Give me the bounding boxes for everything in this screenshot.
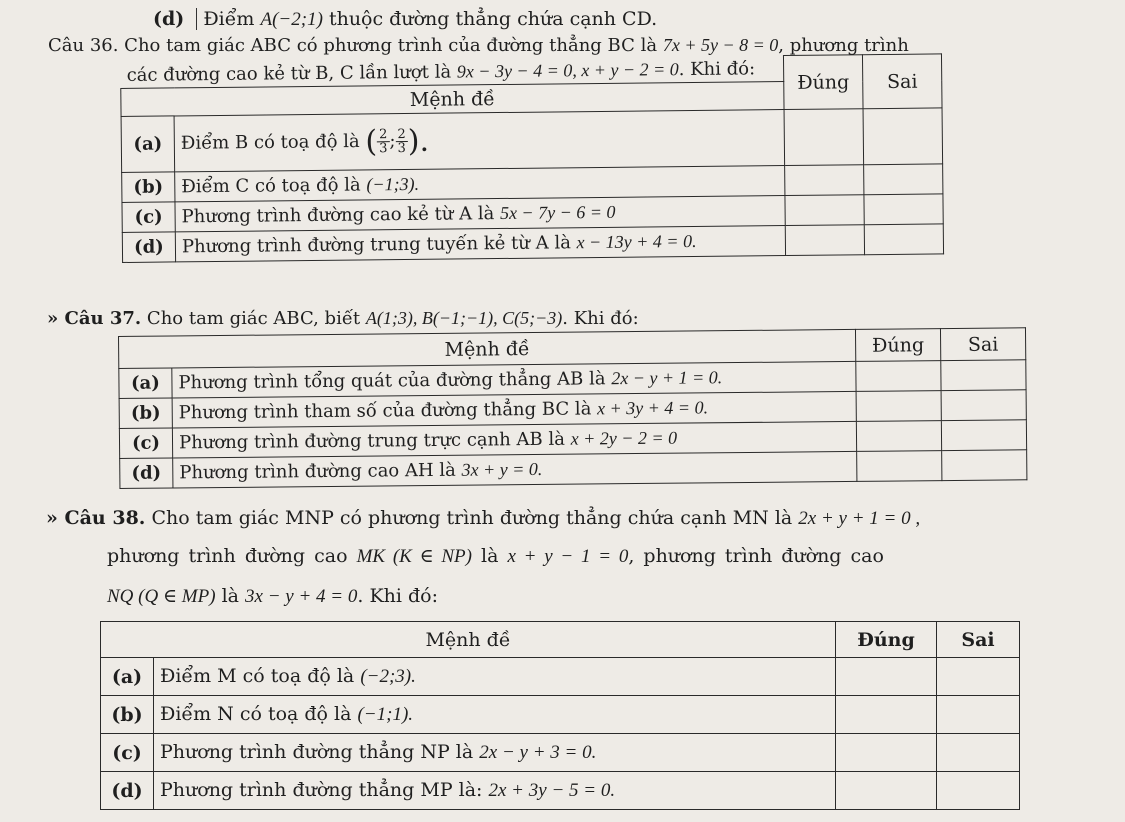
point-math: A(−2;1) [260, 9, 323, 30]
fraction [377, 128, 390, 155]
row-math: (−1;3). [366, 173, 420, 195]
row-text: Điểm N có toạ độ là [160, 703, 352, 725]
row-statement [175, 226, 785, 262]
checkbox-true[interactable] [856, 391, 941, 422]
row-math: 2x − y + 3 = 0. [479, 742, 597, 763]
row-math: x + 2y − 2 = 0 [570, 427, 678, 449]
row-label: (d) [120, 458, 173, 489]
row-label: (c) [122, 202, 175, 233]
checkbox-false[interactable] [941, 420, 1026, 451]
separator: ; [389, 130, 396, 152]
q38-line1 [46, 507, 920, 530]
q36-intro-tail: , phương trình [778, 35, 909, 56]
row-math: 3x + y = 0. [461, 458, 543, 480]
q36-header-false: Sai [862, 54, 942, 109]
prev-question-item-d [153, 8, 657, 31]
q37-title: » Câu 37. [47, 308, 142, 329]
q38-text-2c: , phương trình đường cao [628, 545, 884, 567]
checkbox-false[interactable] [941, 360, 1026, 391]
checkbox-false[interactable] [863, 108, 943, 165]
q38-row-b [101, 696, 1020, 734]
q38-row-c [101, 734, 1020, 772]
q38-text-2: phương trình đường cao [107, 545, 348, 567]
q36-row-a [121, 108, 943, 173]
q38-text-1: Cho tam giác MNP có phương trình đường thẳng chứa cạnh MN là [151, 507, 793, 529]
fraction-denominator: 3 [397, 141, 406, 157]
row-text: Điểm B có toạ độ là [180, 130, 360, 154]
row-text: Phương trình đường thẳng MP là: [160, 779, 483, 801]
q36-header-true: Đúng [783, 55, 863, 110]
row-text: Phương trình đường cao kẻ từ A là [181, 203, 495, 228]
row-math: x − 13y + 4 = 0. [576, 230, 697, 253]
q37-intro: Cho tam giác ABC, biết [146, 308, 361, 329]
checkbox-true[interactable] [856, 361, 941, 392]
q38-row-d [101, 772, 1020, 810]
fraction-numerator: 2 [397, 127, 406, 143]
row-label: (d) [122, 232, 175, 263]
q37-title-line [47, 308, 639, 329]
row-math: (−2;3). [360, 666, 416, 687]
q37-tail: . Khi đó: [562, 308, 639, 329]
q38-text-3b: . Khi đó: [357, 585, 439, 607]
q38-title: » Câu 38. [46, 507, 146, 529]
q38-nq: NQ (Q ∈ MP) [107, 586, 216, 607]
row-math: 5x − 7y − 6 = 0 [499, 201, 616, 224]
row-text: Điểm C có toạ độ là [181, 174, 361, 198]
row-text: Phương trình đường trung trực cạnh AB là [178, 428, 566, 454]
checkbox-false[interactable] [864, 164, 943, 195]
checkbox-false[interactable] [937, 696, 1020, 734]
q36-tail: . Khi đó: [678, 58, 756, 80]
row-statement [173, 451, 857, 488]
q38-text-2b: là [481, 545, 499, 567]
row-text: Phương trình đường trung tuyến kẻ từ A là [181, 232, 571, 258]
q38-header-false: Sai [937, 622, 1020, 658]
row-statement [174, 110, 785, 172]
row-text: Phương trình đường thẳng NP là [160, 741, 474, 763]
row-math: x + 3y + 4 = 0. [597, 397, 709, 419]
q37-points: A(1;3), B(−1;−1), C(5;−3) [365, 308, 563, 328]
checkbox-true[interactable] [785, 165, 864, 196]
q38-header-statement: Mệnh đề [101, 622, 836, 658]
q36-header-statement: Mệnh đề [121, 82, 784, 117]
checkbox-true[interactable] [857, 451, 942, 482]
q36-intro-text: Câu 36. Cho tam giác ABC có phương trình của đường thẳng BC là [48, 35, 658, 56]
row-math: 2x + 3y − 5 = 0. [488, 780, 616, 801]
q38-table [100, 621, 1020, 810]
row-math: 2x − y + 1 = 0. [611, 367, 723, 389]
row-label: (a) [101, 658, 154, 696]
row-statement [154, 696, 836, 734]
row-statement [154, 734, 836, 772]
row-text: Điểm M có toạ độ là [160, 665, 355, 687]
checkbox-false[interactable] [941, 390, 1026, 421]
q36-bc-equation: 7x + 5y − 8 = 0 [662, 35, 779, 55]
paren-open: ( [365, 124, 378, 160]
checkbox-true[interactable] [836, 734, 937, 772]
fraction [395, 128, 408, 155]
q38-eq2: x + y − 1 = 0 [507, 546, 629, 567]
q38-eq3: 3x − y + 4 = 0 [245, 586, 358, 607]
row-label: (c) [101, 734, 154, 772]
checkbox-false[interactable] [937, 772, 1020, 810]
item-label: (d) [153, 8, 185, 30]
row-label: (a) [121, 116, 175, 173]
checkbox-false[interactable] [937, 658, 1020, 696]
checkbox-true[interactable] [784, 109, 864, 166]
q36-table [120, 53, 944, 263]
checkbox-true[interactable] [785, 225, 864, 256]
q38-row-a [101, 658, 1020, 696]
checkbox-true[interactable] [856, 421, 941, 452]
row-label: (c) [119, 428, 172, 459]
q36-intro-line1 [48, 35, 909, 56]
checkbox-true[interactable] [836, 658, 937, 696]
q36-intro-2: các đường cao kẻ từ B, C lần lượt là [126, 61, 452, 86]
row-label: (b) [122, 172, 175, 203]
row-text: Phương trình tham số của đường thẳng BC là [178, 398, 592, 424]
row-math: (−1;1). [357, 704, 414, 725]
checkbox-false[interactable] [864, 194, 943, 225]
row-text: Phương trình đường cao AH là [179, 459, 456, 484]
q38-line3 [107, 585, 438, 608]
q38-eq1: 2x + y + 1 = 0 , [798, 508, 921, 529]
fraction-denominator: 3 [379, 141, 388, 157]
fraction-numerator: 2 [378, 127, 388, 143]
checkbox-true[interactable] [836, 696, 937, 734]
checkbox-false[interactable] [942, 450, 1027, 481]
checkbox-true[interactable] [785, 195, 864, 226]
row-label: (a) [119, 368, 172, 399]
q37-header-true: Đúng [855, 329, 940, 362]
item-text-cont: thuộc đường thẳng chứa cạnh CD. [328, 8, 658, 30]
item-text: Điểm [203, 8, 255, 30]
q37-header-statement: Mệnh đề [119, 329, 856, 368]
checkbox-false[interactable] [937, 734, 1020, 772]
checkbox-false[interactable] [864, 224, 943, 255]
checkbox-true[interactable] [836, 772, 937, 810]
row-statement [154, 658, 836, 696]
q38-line2 [107, 545, 884, 568]
q38-header-true: Đúng [836, 622, 937, 658]
paren-close: ). [407, 123, 430, 159]
row-label: (b) [119, 398, 172, 429]
q38-text-3: là [221, 585, 239, 607]
row-text: Phương trình tổng quát của đường thẳng AB là [178, 368, 606, 394]
q36-altitude-eqs: 9x − 3y − 4 = 0, x + y − 2 = 0 [456, 58, 679, 82]
row-label: (d) [101, 772, 154, 810]
row-label: (b) [101, 696, 154, 734]
q37-table [118, 327, 1027, 489]
q37-header-false: Sai [940, 328, 1025, 361]
q38-mk: MK (K ∈ NP) [356, 546, 472, 567]
row-statement [154, 772, 836, 810]
